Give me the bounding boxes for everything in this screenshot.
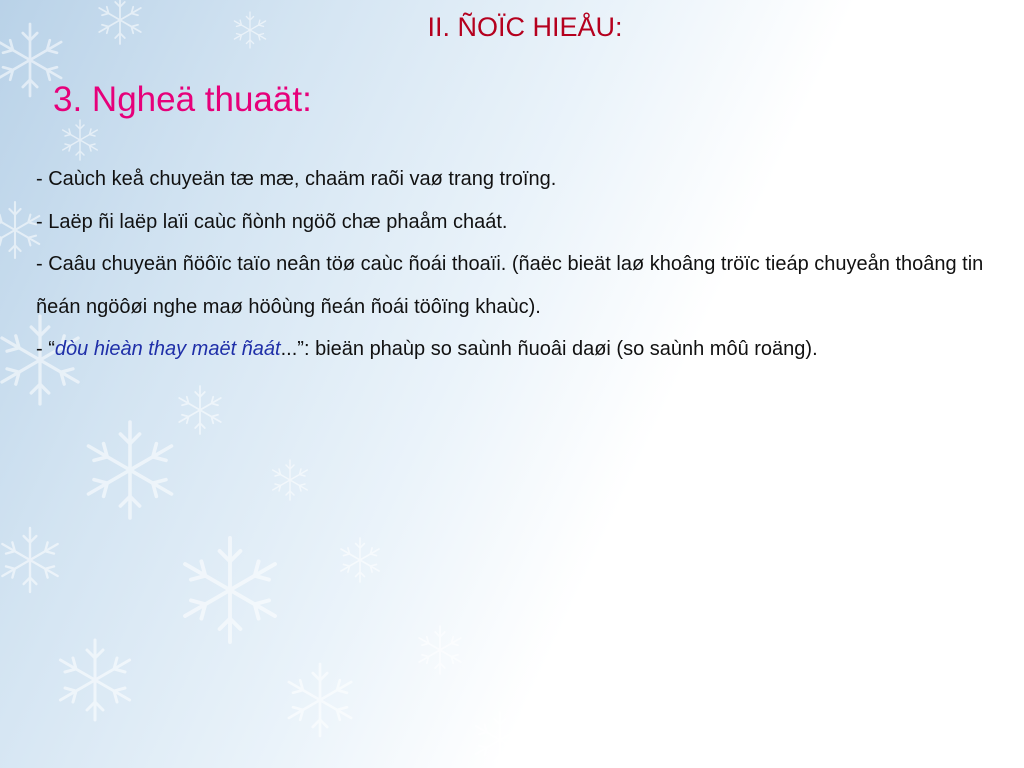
snowflake-icon <box>0 202 39 258</box>
bullet-4-prefix: - “ <box>36 338 55 360</box>
bullet-4-rest: ”: bieän phaùp so saùnh ñuoâi daøi (so saùnh môû roäng). <box>297 338 818 360</box>
bullet-3: - Caâu chuyeän ñöôïc taïo neân töø caùc ñoái thoaïi. (ñaëc bieät laø khoâng tröïc tieáp chuyeån thoâng tin ñeán ngöôøi nghe maø höôùng ñeán ñoái töôïng khaùc). <box>36 253 984 318</box>
snowflake-icon <box>179 386 221 434</box>
snowflake-icon <box>476 712 524 768</box>
snowflake-icon <box>185 538 275 642</box>
snowflake-icon <box>273 460 308 500</box>
bullet-4 <box>36 328 1004 371</box>
snowflake-icon <box>341 538 379 582</box>
snowflake-icon <box>63 120 98 160</box>
slide-body <box>36 158 1004 371</box>
bullet-2: - Laëp ñi laëp laïi caùc ñònh ngöõ chæ phaåm chaát. <box>36 210 508 233</box>
snowflake-icon <box>289 664 351 736</box>
snowflake-icon <box>419 626 461 674</box>
bullet-1: - Caùch keå chuyeän tæ mæ, chaäm raõi vaø trang troïng. <box>36 168 557 190</box>
snowflake-icon <box>88 422 171 518</box>
snowflake-icon <box>2 528 57 592</box>
snowflake-icon <box>60 640 129 720</box>
bullet-4-ellipsis: ... <box>280 338 298 360</box>
section-title: 3. Ngheä thuaät: <box>53 80 312 119</box>
bullet-4-quote: dòu hieàn thay maët ñaát <box>54 338 281 360</box>
slide-header: II. ÑOÏC HIEÅU: <box>427 12 623 42</box>
